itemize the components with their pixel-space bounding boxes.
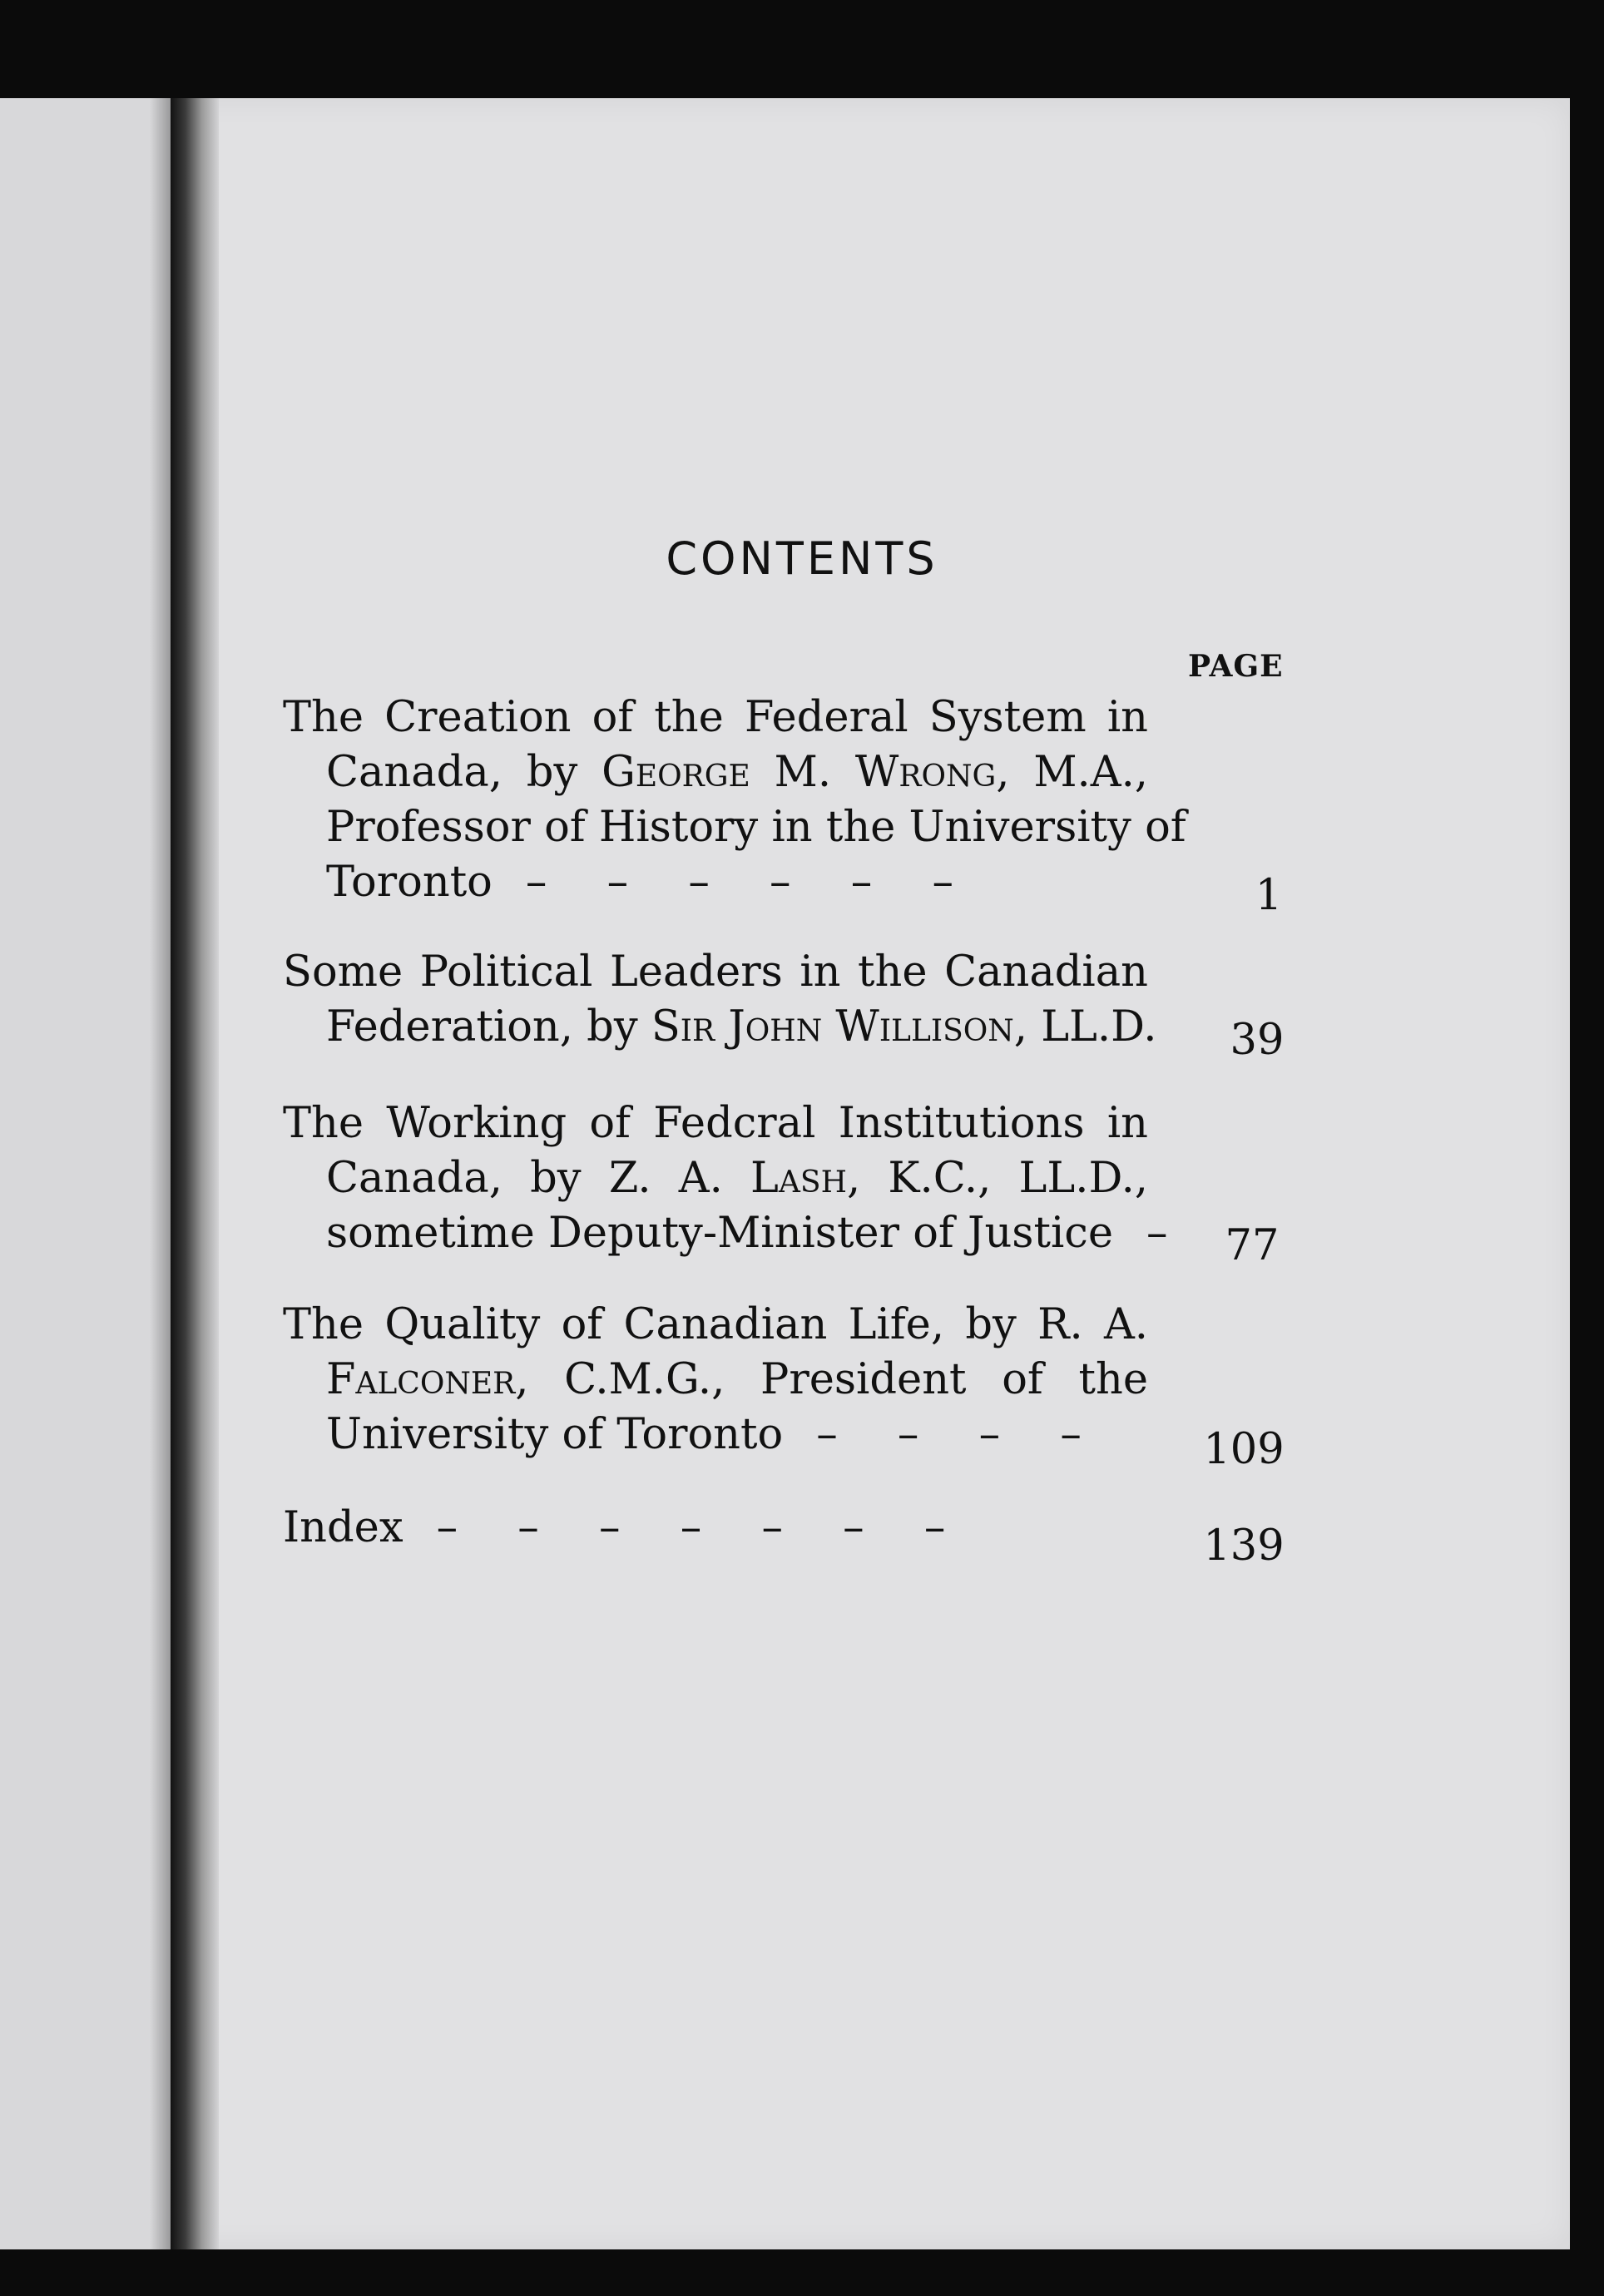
toc-entry-line: The Creation of the Federal System in (283, 693, 1148, 742)
toc-entry-line (283, 1000, 1157, 1055)
toc-entry-line (283, 1151, 1148, 1206)
author-name: Falconer, (326, 1355, 529, 1404)
toc-entry-line (283, 1408, 1148, 1462)
page-number: 39 (1230, 1016, 1285, 1065)
author-degree: M.A., (1033, 748, 1148, 797)
page-column-header: PAGE (1188, 649, 1284, 684)
toc-entry-line: The Quality of Canadian Life, by R. A. (283, 1300, 1148, 1349)
toc-entry-line: The Working of Fedcral Institutions in (283, 1099, 1148, 1148)
page-number: 109 (1203, 1425, 1285, 1474)
facing-page-edge (0, 98, 171, 2249)
toc-entry-text: C.M.G., President of the (564, 1355, 1148, 1404)
toc-entry-line: Some Political Leaders in the Canadian (283, 948, 1148, 997)
leader-dashes: – – – – – – – (436, 1503, 946, 1552)
toc-entry-4 (283, 1298, 1148, 1462)
toc-entry-text: Canada, by Z. A. (326, 1154, 723, 1203)
author-name: Lash, (750, 1154, 861, 1203)
contents-title: CONTENTS (666, 532, 938, 585)
leader-dashes: – – – – (816, 1410, 1082, 1459)
book-gutter (171, 98, 219, 2249)
toc-entry-line (283, 1206, 1168, 1261)
toc-entry-line (283, 855, 1148, 910)
toc-entry-text: Federation, by (326, 1002, 638, 1052)
page-number: 77 (1225, 1221, 1280, 1270)
toc-entry-5 (283, 1501, 1148, 1556)
toc-entry-text: Toronto (326, 858, 493, 907)
author-name: George M. Wrong, (602, 748, 1010, 797)
toc-entry-text: Index (283, 1503, 403, 1552)
toc-entry-line (283, 1353, 1148, 1408)
page-number: 1 (1255, 871, 1283, 920)
toc-entry-text: University of Toronto (326, 1410, 784, 1459)
author-degree: K.C., LL.D., (888, 1154, 1148, 1203)
author-degree: LL.D. (1041, 1002, 1157, 1052)
toc-entry-2 (283, 945, 1157, 1055)
toc-entry-1 (283, 690, 1186, 910)
toc-entry-text: sometime Deputy-Minister of Justice (326, 1209, 1114, 1258)
leader-dashes: – – – – – – (525, 858, 953, 907)
page-number: 139 (1203, 1522, 1285, 1571)
leader-dashes: – (1146, 1209, 1168, 1258)
toc-entry-line (283, 745, 1148, 800)
toc-entry-text: Canada, by (326, 748, 578, 797)
toc-entry-line: Professor of History in the University of (326, 803, 1186, 852)
author-name: Sir John Willison, (651, 1002, 1027, 1052)
toc-entry-line (283, 1501, 1148, 1556)
toc-entry-3 (283, 1096, 1168, 1261)
